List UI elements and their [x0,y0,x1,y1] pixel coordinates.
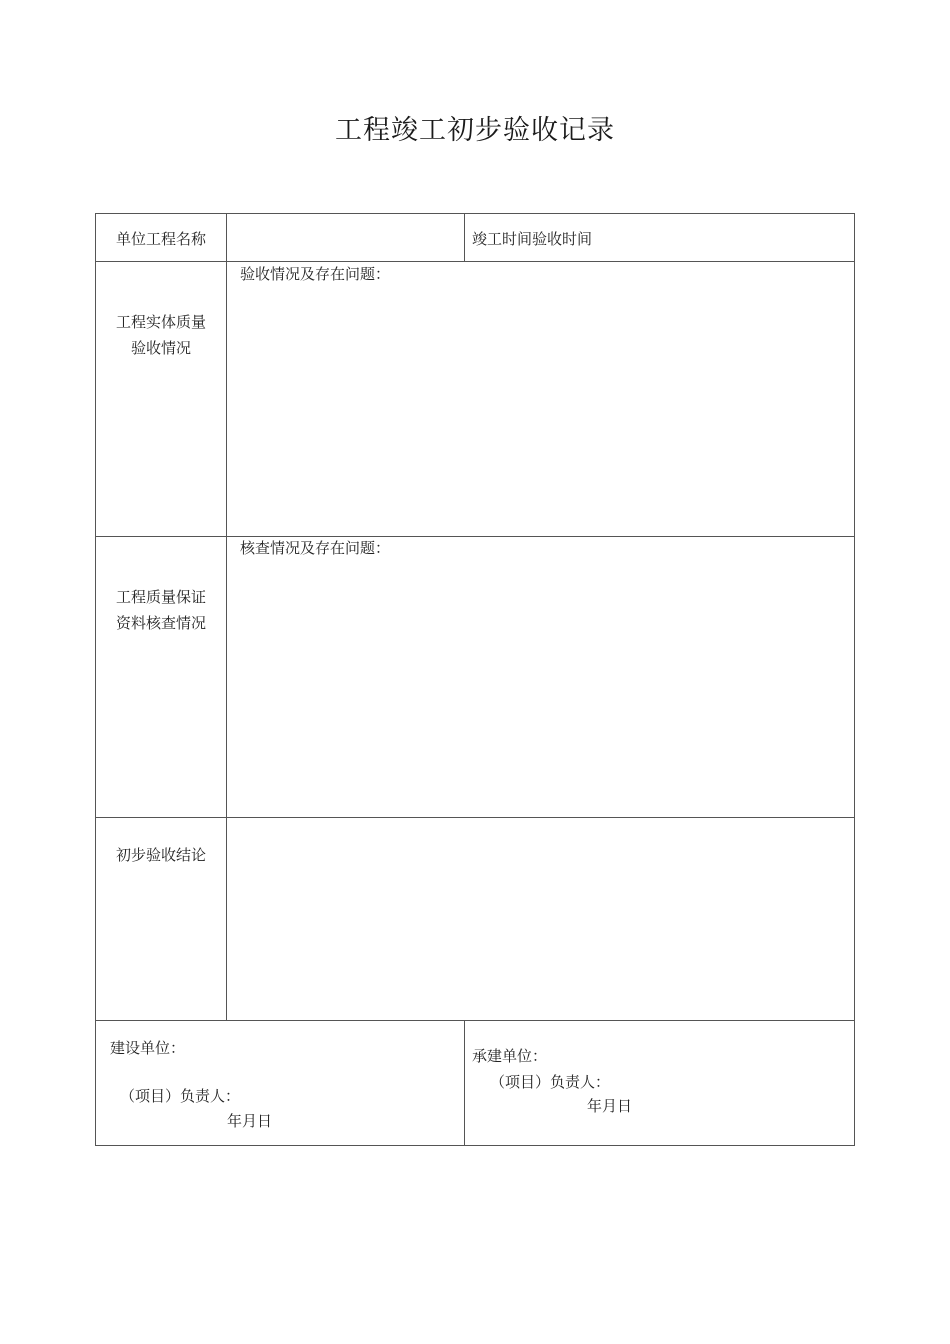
check-issues-label: 核查情况及存在问题： [240,539,391,557]
acceptance-form-table [95,213,855,1146]
page-title: 工程竣工初步验收记录 [335,115,615,146]
construction-unit-person-label: （项目）负责人： [120,1087,241,1105]
construction-unit-date-label: 年月日 [227,1112,273,1130]
document-check-label-line1: 工程质量保证 [115,588,206,606]
acceptance-issues-label: 验收情况及存在问题： [240,265,391,283]
row1-middle-divider [464,214,465,261]
entity-quality-label-line2: 验收情况 [130,339,191,357]
entity-quality-label-line1: 工程实体质量 [115,313,206,331]
contractor-unit-date-label: 年月日 [587,1097,633,1115]
preliminary-conclusion-label: 初步验收结论 [116,846,207,864]
unit-project-name-field[interactable] [227,215,464,261]
unit-project-name-label: 单位工程名称 [115,230,206,248]
row-divider [96,261,854,262]
row-divider [96,1020,854,1021]
document-check-label-line2: 资料核查情况 [115,614,206,632]
signature-divider [464,1020,465,1145]
completion-acceptance-time-label: 竣工时间验收时间 [472,230,593,248]
contractor-unit-person-label: （项目）负责人： [490,1073,611,1091]
contractor-unit-label: 承建单位： [472,1047,548,1065]
construction-unit-label: 建设单位： [110,1039,186,1057]
row-divider [96,536,854,537]
label-column-divider [226,214,227,1020]
row-divider [96,817,854,818]
